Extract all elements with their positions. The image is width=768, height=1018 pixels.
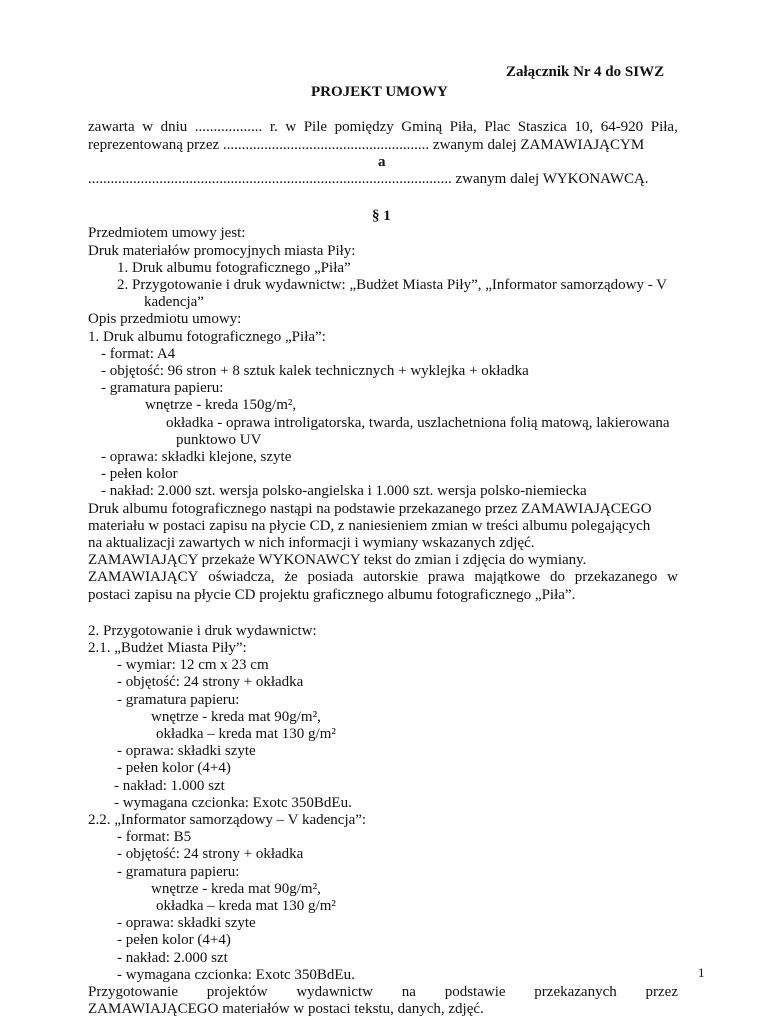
subject-item-2-cont: kadencja” — [144, 294, 204, 310]
budget-volume: - objętość: 24 strony + okładka — [117, 674, 304, 690]
informator-prep-1 — [88, 983, 678, 1001]
word: r. — [269, 119, 278, 135]
word: w — [285, 119, 297, 135]
page-title: PROJEKT UMOWY — [311, 84, 448, 100]
word: Piła, — [449, 119, 477, 135]
budget-paper: - gramatura papieru: — [117, 692, 240, 708]
informator-font: - wymagana czcionka: Exotc 350BdEu. — [117, 967, 355, 983]
word: oświadcza, — [208, 569, 275, 585]
budget-interior: wnętrze - kreda mat 90g/m², — [151, 709, 321, 725]
subject-item-2: 2. Przygotowanie i druk wydawnictw: „Budżet Miasta Piły”, „Informator samorządowy - V — [117, 277, 668, 293]
budget-cover: okładka – kreda mat 130 g/m² — [156, 726, 336, 742]
album-paper: - gramatura papieru: — [101, 380, 224, 396]
word: na — [401, 984, 416, 1000]
album-format: - format: A4 — [101, 346, 176, 362]
album-color: - pełen kolor — [101, 466, 178, 482]
page-number: 1 — [698, 965, 705, 980]
album-note-6: postaci zapisu na płycie CD projektu graficznego albumu fotograficznego „Piła”. — [88, 587, 576, 603]
word: podstawie — [444, 984, 506, 1000]
word: Przygotowanie — [88, 984, 178, 1000]
album-volume: - objętość: 96 stron + 8 sztuk kalek technicznych + wyklejka + okładka — [101, 363, 529, 379]
parties-and: a — [378, 154, 386, 170]
word: ZAMAWIAJĄCY — [88, 569, 199, 585]
word: prawa — [427, 569, 465, 585]
informator-interior: wnętrze - kreda mat 90g/m², — [151, 881, 321, 897]
word: do — [549, 569, 565, 585]
album-print-run: - nakład: 2.000 szt. wersja polsko-angielska i 1.000 szt. wersja polsko-niemiecka — [101, 483, 587, 499]
informator-paper: - gramatura papieru: — [117, 864, 240, 880]
word: Gminą — [401, 119, 443, 135]
informator-print-run: - nakład: 2.000 szt — [117, 950, 228, 966]
word: zawarta — [88, 119, 135, 135]
parties-line-3: ................................................................................................. zwanym dalej WYKONAWCĄ. — [88, 171, 649, 187]
word: dniu — [160, 119, 188, 135]
informator-title: 2.2. „Informator samorządowy – V kadencja”: — [88, 812, 367, 828]
word: Pile — [303, 119, 328, 135]
album-cover: okładka - oprawa introligatorska, twarda, uszlachetniona folią matową, lakierowana — [166, 415, 670, 431]
word: .................. — [194, 119, 263, 135]
word: wydawnictw — [296, 984, 373, 1000]
attachment-label: Załącznik Nr 4 do SIWZ — [506, 64, 665, 80]
informator-color: - pełen kolor (4+4) — [117, 932, 231, 948]
album-binding: - oprawa: składki klejone, szyte — [101, 449, 292, 465]
informator-format: - format: B5 — [117, 829, 192, 845]
budget-binding: - oprawa: składki szyte — [117, 743, 256, 759]
subject-title: Druk materiałów promocyjnych miasta Piły: — [88, 243, 356, 259]
word: majątkowe — [474, 569, 541, 585]
word: Piła, — [650, 119, 678, 135]
description-title: Opis przedmiotu umowy: — [88, 311, 242, 327]
subject-intro: Przedmiotem umowy jest: — [88, 225, 246, 241]
budget-title: 2.1. „Budżet Miasta Piły”: — [88, 640, 247, 656]
budget-size: - wymiar: 12 cm x 23 cm — [117, 657, 269, 673]
section-heading: § 1 — [372, 208, 391, 224]
informator-cover: okładka – kreda mat 130 g/m² — [156, 898, 336, 914]
subject-item-1: 1. Druk albumu fotograficznego „Piła” — [117, 260, 351, 276]
publications-title: 2. Przygotowanie i druk wydawnictw: — [88, 623, 317, 639]
album-note-2: materiału w postaci zapisu na płycie CD, z naniesieniem zmian w treści albumu polegających — [88, 518, 651, 534]
parties-line-2: reprezentowaną przez ....................................................... zwanym dalej ZAMAWIAJĄCYM — [88, 137, 645, 153]
word: autorskie — [363, 569, 419, 585]
parties-line-1 — [88, 118, 678, 136]
word: Staszica — [517, 119, 567, 135]
album-note-3: na aktualizacji zawartych w nich informacji i wymiany wskazanych zdjęć. — [88, 535, 535, 551]
album-interior: wnętrze - kreda 150g/m², — [145, 397, 297, 413]
budget-print-run: - nakład: 1.000 szt — [114, 778, 225, 794]
informator-prep-2: ZAMAWIAJĄCEGO materiałów w postaci tekstu, danych, zdjęć. — [88, 1001, 484, 1017]
album-cover-cont: punktowo UV — [176, 432, 262, 448]
album-title: 1. Druk albumu fotograficznego „Piła”: — [88, 329, 326, 345]
word: pomiędzy — [334, 119, 394, 135]
word: przez — [645, 984, 678, 1000]
word: posiada — [307, 569, 354, 585]
album-note-1: Druk albumu fotograficznego nastąpi na podstawie przekazanego przez ZAMAWIAJĄCEGO — [88, 501, 652, 517]
budget-color: - pełen kolor (4+4) — [117, 760, 231, 776]
word: że — [284, 569, 298, 585]
budget-font: - wymagana czcionka: Exotc 350BdEu. — [114, 795, 352, 811]
word: w — [667, 569, 678, 585]
word: projektów — [206, 984, 268, 1000]
informator-volume: - objętość: 24 strony + okładka — [117, 846, 304, 862]
word: przekazanego — [574, 569, 658, 585]
word: przekazanych — [534, 984, 617, 1000]
word: Plac — [484, 119, 511, 135]
word: 64-920 — [600, 119, 644, 135]
word: 10, — [574, 119, 594, 135]
informator-binding: - oprawa: składki szyte — [117, 915, 256, 931]
album-note-4: ZAMAWIAJĄCY przekaże WYKONAWCY tekst do zmian i zdjęcia do wymiany. — [88, 552, 587, 568]
album-note-5 — [88, 568, 678, 586]
word: w — [142, 119, 154, 135]
